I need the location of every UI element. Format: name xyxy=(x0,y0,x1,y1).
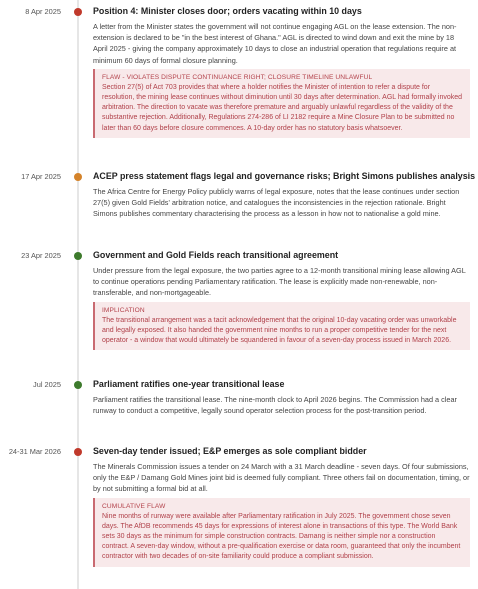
status-dot-icon xyxy=(74,381,82,389)
status-dot-icon xyxy=(74,252,82,260)
callout-label: IMPLICATION xyxy=(102,306,145,314)
callout-text: The transitional arrangement was a tacit acknowledgement that the original 10-day vacating order was unworkable and legally exposed. It also handed the government nine months to run a proper competitive tender for the next operator - a window that would ultimately be squandered in favour of a seven-day process issued in March 2026. xyxy=(102,316,457,345)
entry-title: Parliament ratifies one-year transitional lease xyxy=(93,379,285,389)
entry-date: Jul 2025 xyxy=(33,380,61,389)
timeline-rail xyxy=(77,0,79,589)
entry-content xyxy=(93,379,470,416)
callout-label: FLAW - VIOLATES DISPUTE CONTINUANCE RIGHT; CLOSURE TIMELINE UNLAWFUL xyxy=(102,73,373,81)
flaw-callout xyxy=(93,498,470,567)
status-dot-icon xyxy=(74,8,82,16)
callout-text: Section 27(5) of Act 703 provides that where a holder notifies the Minister of intention to refer a dispute for resolution, the mining lease continues without diminution until 30 days after determination. AGL had formally invoked arbitration. The direction to vacate was therefore premature and arguably unlawful regardless of the validity of the substantive rejection. Additionally, Regulations 274-286 of LI 2182 require a Mine Closure Plan to be submitted no later than 60 days before closure commences. A 10-day order has no statutory basis whatsoever. xyxy=(102,83,463,132)
entry-date: 8 Apr 2025 xyxy=(25,7,61,16)
entry-title: ACEP press statement flags legal and governance risks; Bright Simons publishes analysis xyxy=(93,171,476,181)
entry-body: Under pressure from the legal exposure, the two parties agree to a 12-month transitional mining lease allowing AGL to continue operations pending Parliamentary ratification. The lease is explicitly made non-renewable, non-transferable, and non-mortgageable. xyxy=(93,266,466,298)
entry-content xyxy=(93,250,470,350)
status-dot-icon xyxy=(74,448,82,456)
status-dot-icon xyxy=(74,173,82,181)
entry-title: Position 4: Minister closes door; orders vacating within 10 days xyxy=(93,6,362,16)
entry-content xyxy=(93,446,470,567)
entry-date: 23 Apr 2025 xyxy=(21,251,61,260)
implication-callout xyxy=(93,302,470,351)
entry-body: Parliament ratifies the transitional lease. The nine-month clock to April 2026 begins. The Commission had a clear runway to conduct a competitive, legally sound operator selection process for the post-transition period. xyxy=(93,395,457,416)
entry-body: The Africa Centre for Energy Policy publicly warns of legal exposure, notes that the lease continues under section 27(5) given Gold Fields' arbitration notice, and catalogues the inconsistencies in the rejection rationale. Bright Simons publishes commentary characterising the process as a lesson in how not to nationalise a gold mine. xyxy=(93,187,460,219)
callout-text: Nine months of runway were available after Parliamentary ratification in July 2025. The government chose seven days. The AfDB recommends 45 days for expressions of interest alone in transactions of this type. The World Bank sets 30 days as the minimum for simple construction contracts. Damang is neither simple nor a construction contract. A seven-day window, without a pre-qualification exercise or data room, guaranteed that only the incumbent contractor with two decades of on-site familiarity could produce a compliant submission. xyxy=(102,512,461,561)
entry-date: 24-31 Mar 2026 xyxy=(8,447,61,456)
entry-title: Government and Gold Fields reach transitional agreement xyxy=(93,250,339,260)
entry-title: Seven-day tender issued; E&P emerges as sole compliant bidder xyxy=(93,446,367,456)
entry-content xyxy=(93,6,470,138)
entry-content xyxy=(93,171,476,220)
flaw-callout xyxy=(93,69,470,138)
callout-label: CUMULATIVE FLAW xyxy=(102,502,166,510)
entry-body: A letter from the Minister states the government will not continue engaging AGL on the lease extension. The non-extension is declared to be "in the best interest of Ghana." AGL is directed to wind down and exit the mine by 18 April 2025 - giving the company approximately 10 days to close an industrial operation that regulations require at minimum 60 days of formal closure planning. xyxy=(93,22,457,65)
entry-body: The Minerals Commission issues a tender on 24 March with a 31 March deadline - seven days. Of four submissions, only the E&P / Damang Gold Mines joint bid is deemed fully compliant. Three others fail on documentation, timing, or by not submitting a formal bid at all. xyxy=(93,462,470,494)
entry-date: 17 Apr 2025 xyxy=(21,172,61,181)
